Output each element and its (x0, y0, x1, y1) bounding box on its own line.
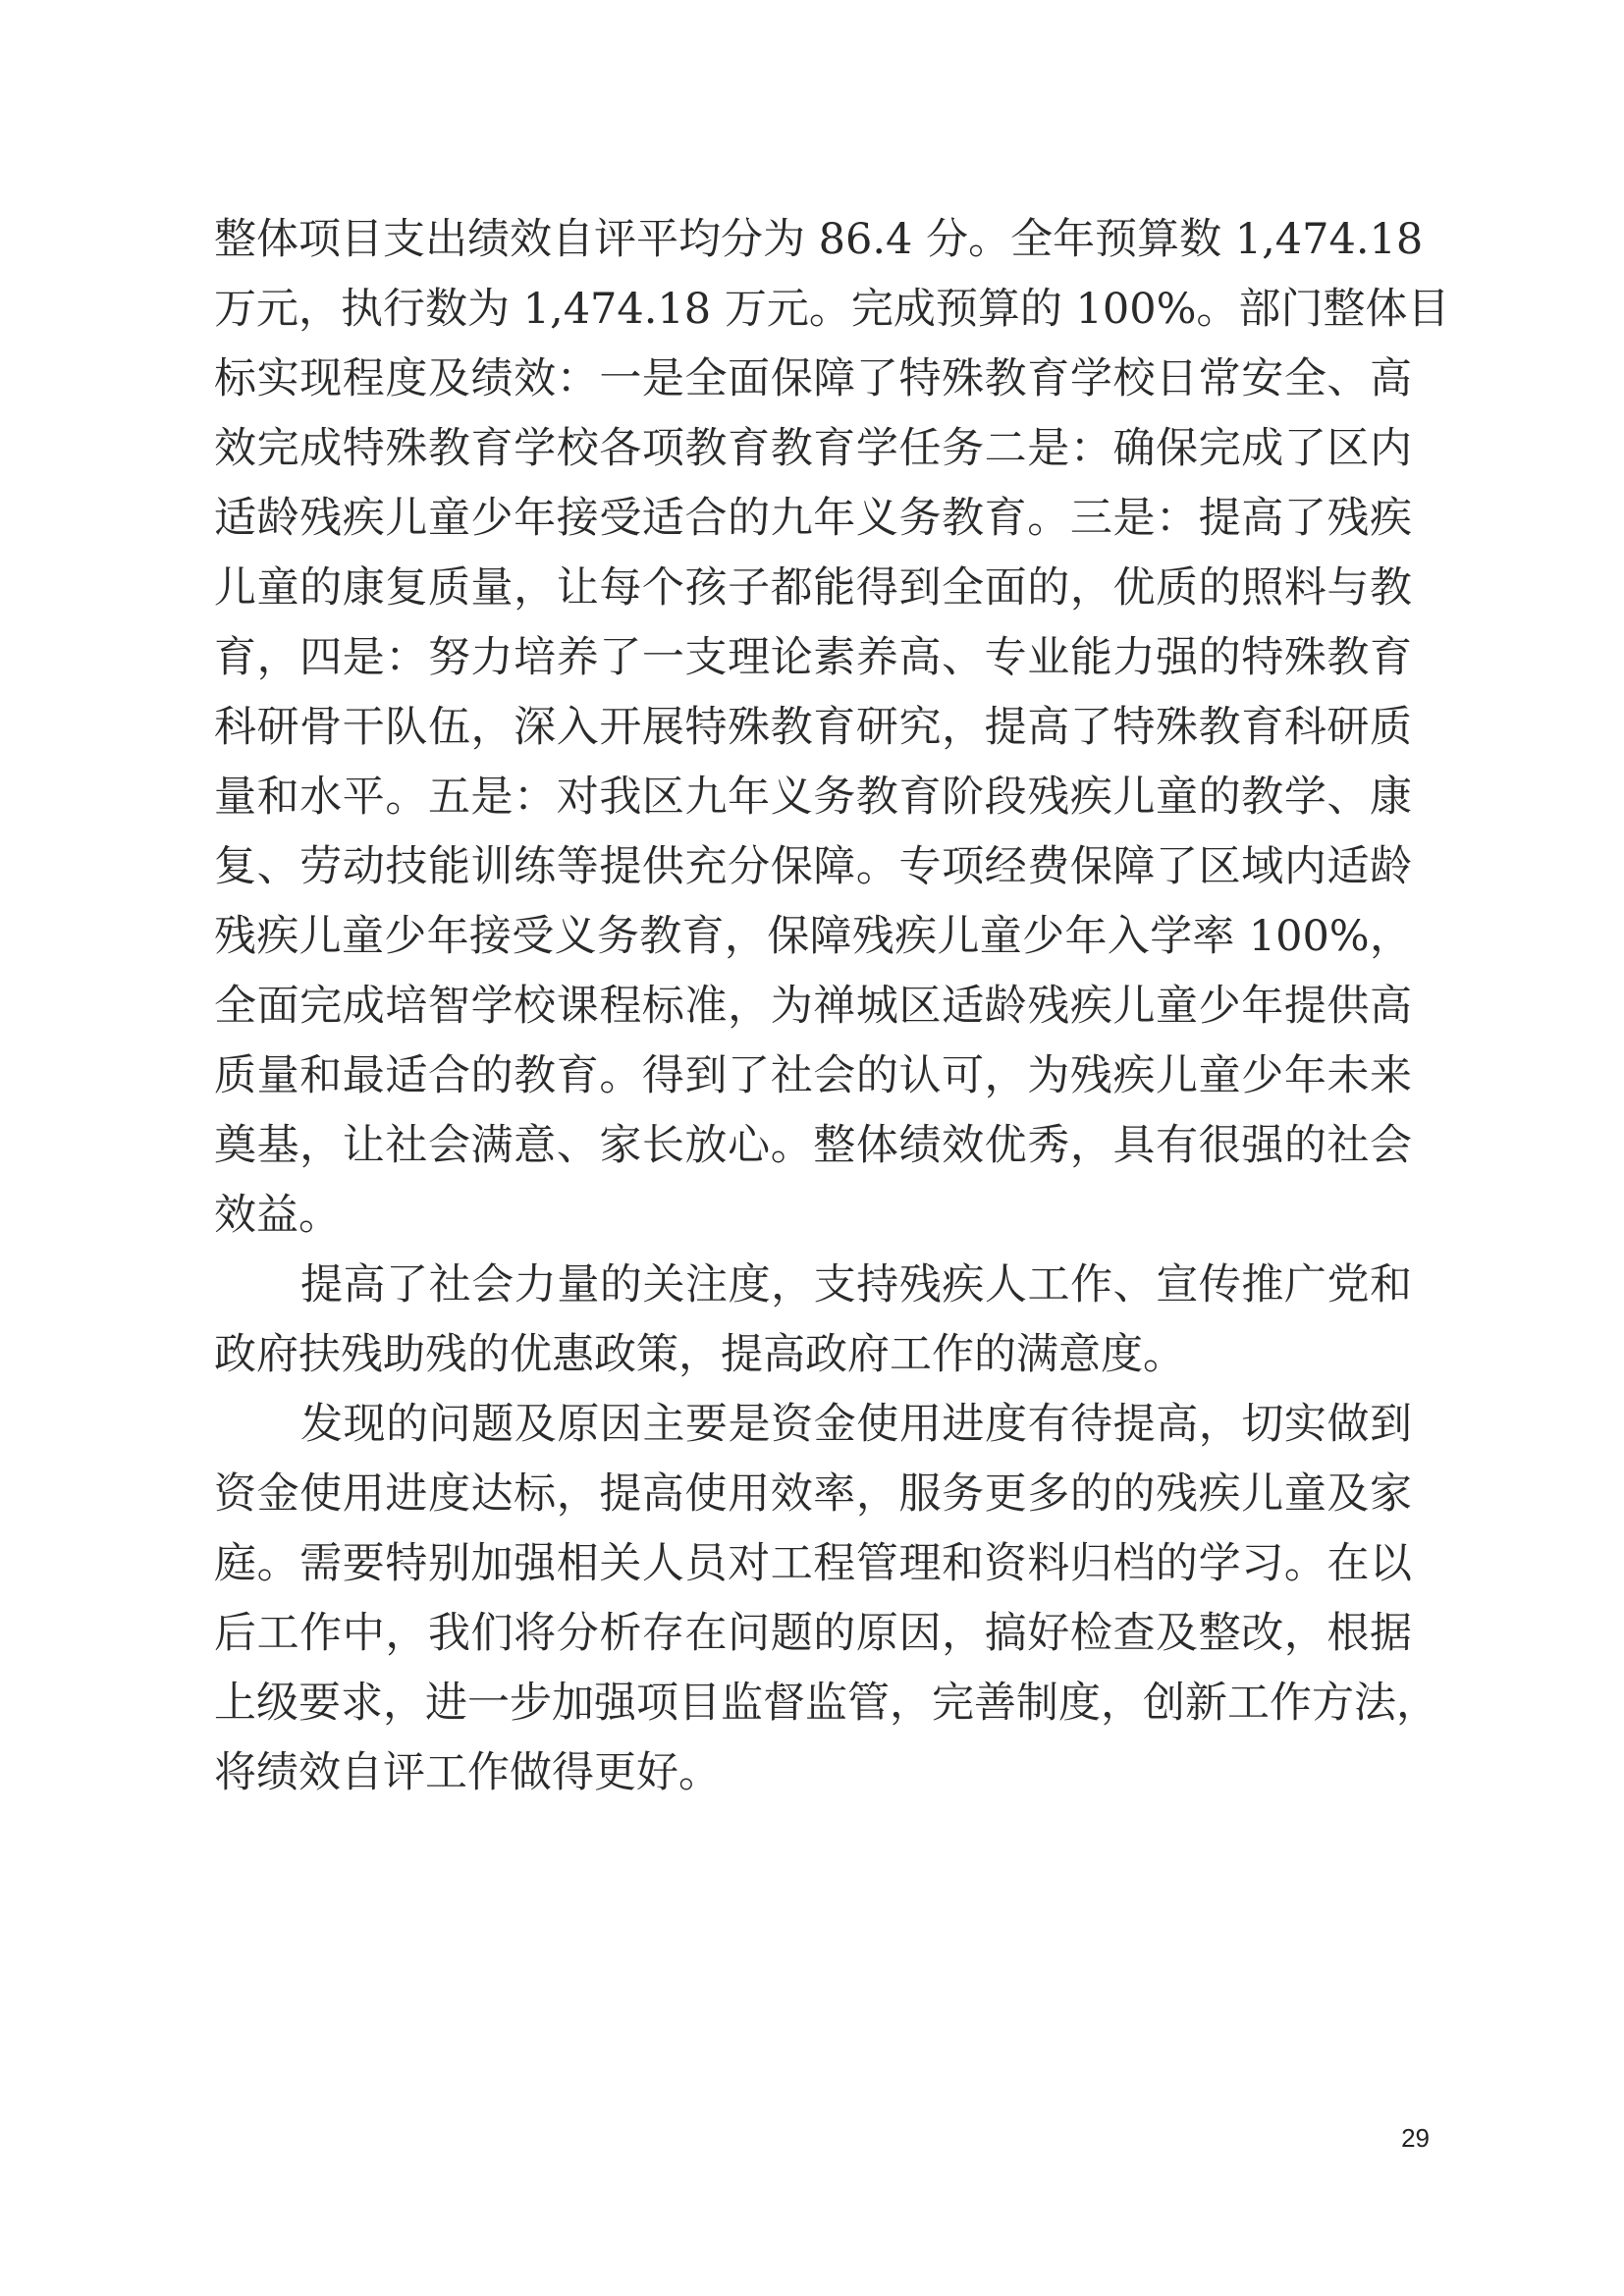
paragraph-1-line-12: 全面完成培智学校课程标准，为禅城区适龄残疾儿童少年提供高 (214, 982, 1412, 1031)
paragraph-1-line-10: 复、劳动技能训练等提供充分保障。专项经费保障了区域内适龄 (214, 842, 1412, 891)
paragraph-3-line-3: 庭。需要特别加强相关人员对工程管理和资料归档的学习。在以 (214, 1539, 1412, 1588)
paragraph-2-line-1: 提高了社会力量的关注度，支持残疾人工作、宣传推广党和 (300, 1260, 1412, 1309)
paragraph-1-line-9: 量和水平。五是：对我区九年义务教育阶段残疾儿童的教学、康 (214, 773, 1412, 822)
paragraph-3-line-1: 发现的问题及原因主要是资金使用进度有待提高，切实做到 (300, 1400, 1412, 1449)
paragraph-1-line-3: 标实现程度及绩效：一是全面保障了特殊教育学校日常安全、高 (214, 354, 1412, 403)
paragraph-1-line-13: 质量和最适合的教育。得到了社会的认可，为残疾儿童少年未来 (214, 1051, 1412, 1100)
paragraph-1-line-8: 科研骨干队伍，深入开展特殊教育研究，提高了特殊教育科研质 (214, 703, 1412, 752)
paragraph-3-line-5: 上级要求，进一步加强项目监督监管，完善制度，创新工作方法， (214, 1679, 1438, 1728)
paragraph-3-line-6: 将绩效自评工作做得更好。 (214, 1748, 721, 1797)
paragraph-1-line-14: 奠基，让社会满意、家长放心。整体绩效优秀，具有很强的社会 (214, 1121, 1412, 1170)
paragraph-3-line-2: 资金使用进度达标，提高使用效率，服务更多的的残疾儿童及家 (214, 1469, 1412, 1519)
paragraph-1-line-2: 万元，执行数为 1,474.18 万元。完成预算的 100%。部门整体目 (214, 285, 1450, 334)
paragraph-1-line-7: 育，四是：努力培养了一支理论素养高、专业能力强的特殊教育 (214, 633, 1412, 682)
paragraph-1-line-6: 儿童的康复质量，让每个孩子都能得到全面的，优质的照料与教 (214, 563, 1412, 613)
paragraph-1-line-11: 残疾儿童少年接受义务教育，保障残疾儿童少年入学率 100%， (214, 912, 1412, 961)
paragraph-2-line-2: 政府扶残助残的优惠政策，提高政府工作的满意度。 (214, 1330, 1185, 1379)
page-number: 29 (1401, 2123, 1430, 2153)
paragraph-1-line-4: 效完成特殊教育学校各项教育教育学任务二是：确保完成了区内 (214, 424, 1412, 473)
paragraph-1-line-5: 适龄残疾儿童少年接受适合的九年义务教育。三是：提高了残疾 (214, 494, 1412, 543)
paragraph-1-line-15: 效益。 (214, 1191, 341, 1240)
paragraph-3-line-4: 后工作中，我们将分析存在问题的原因，搞好检查及整改，根据 (214, 1609, 1412, 1658)
paragraph-1-line-1: 整体项目支出绩效自评平均分为 86.4 分。全年预算数 1,474.18 (214, 215, 1424, 264)
